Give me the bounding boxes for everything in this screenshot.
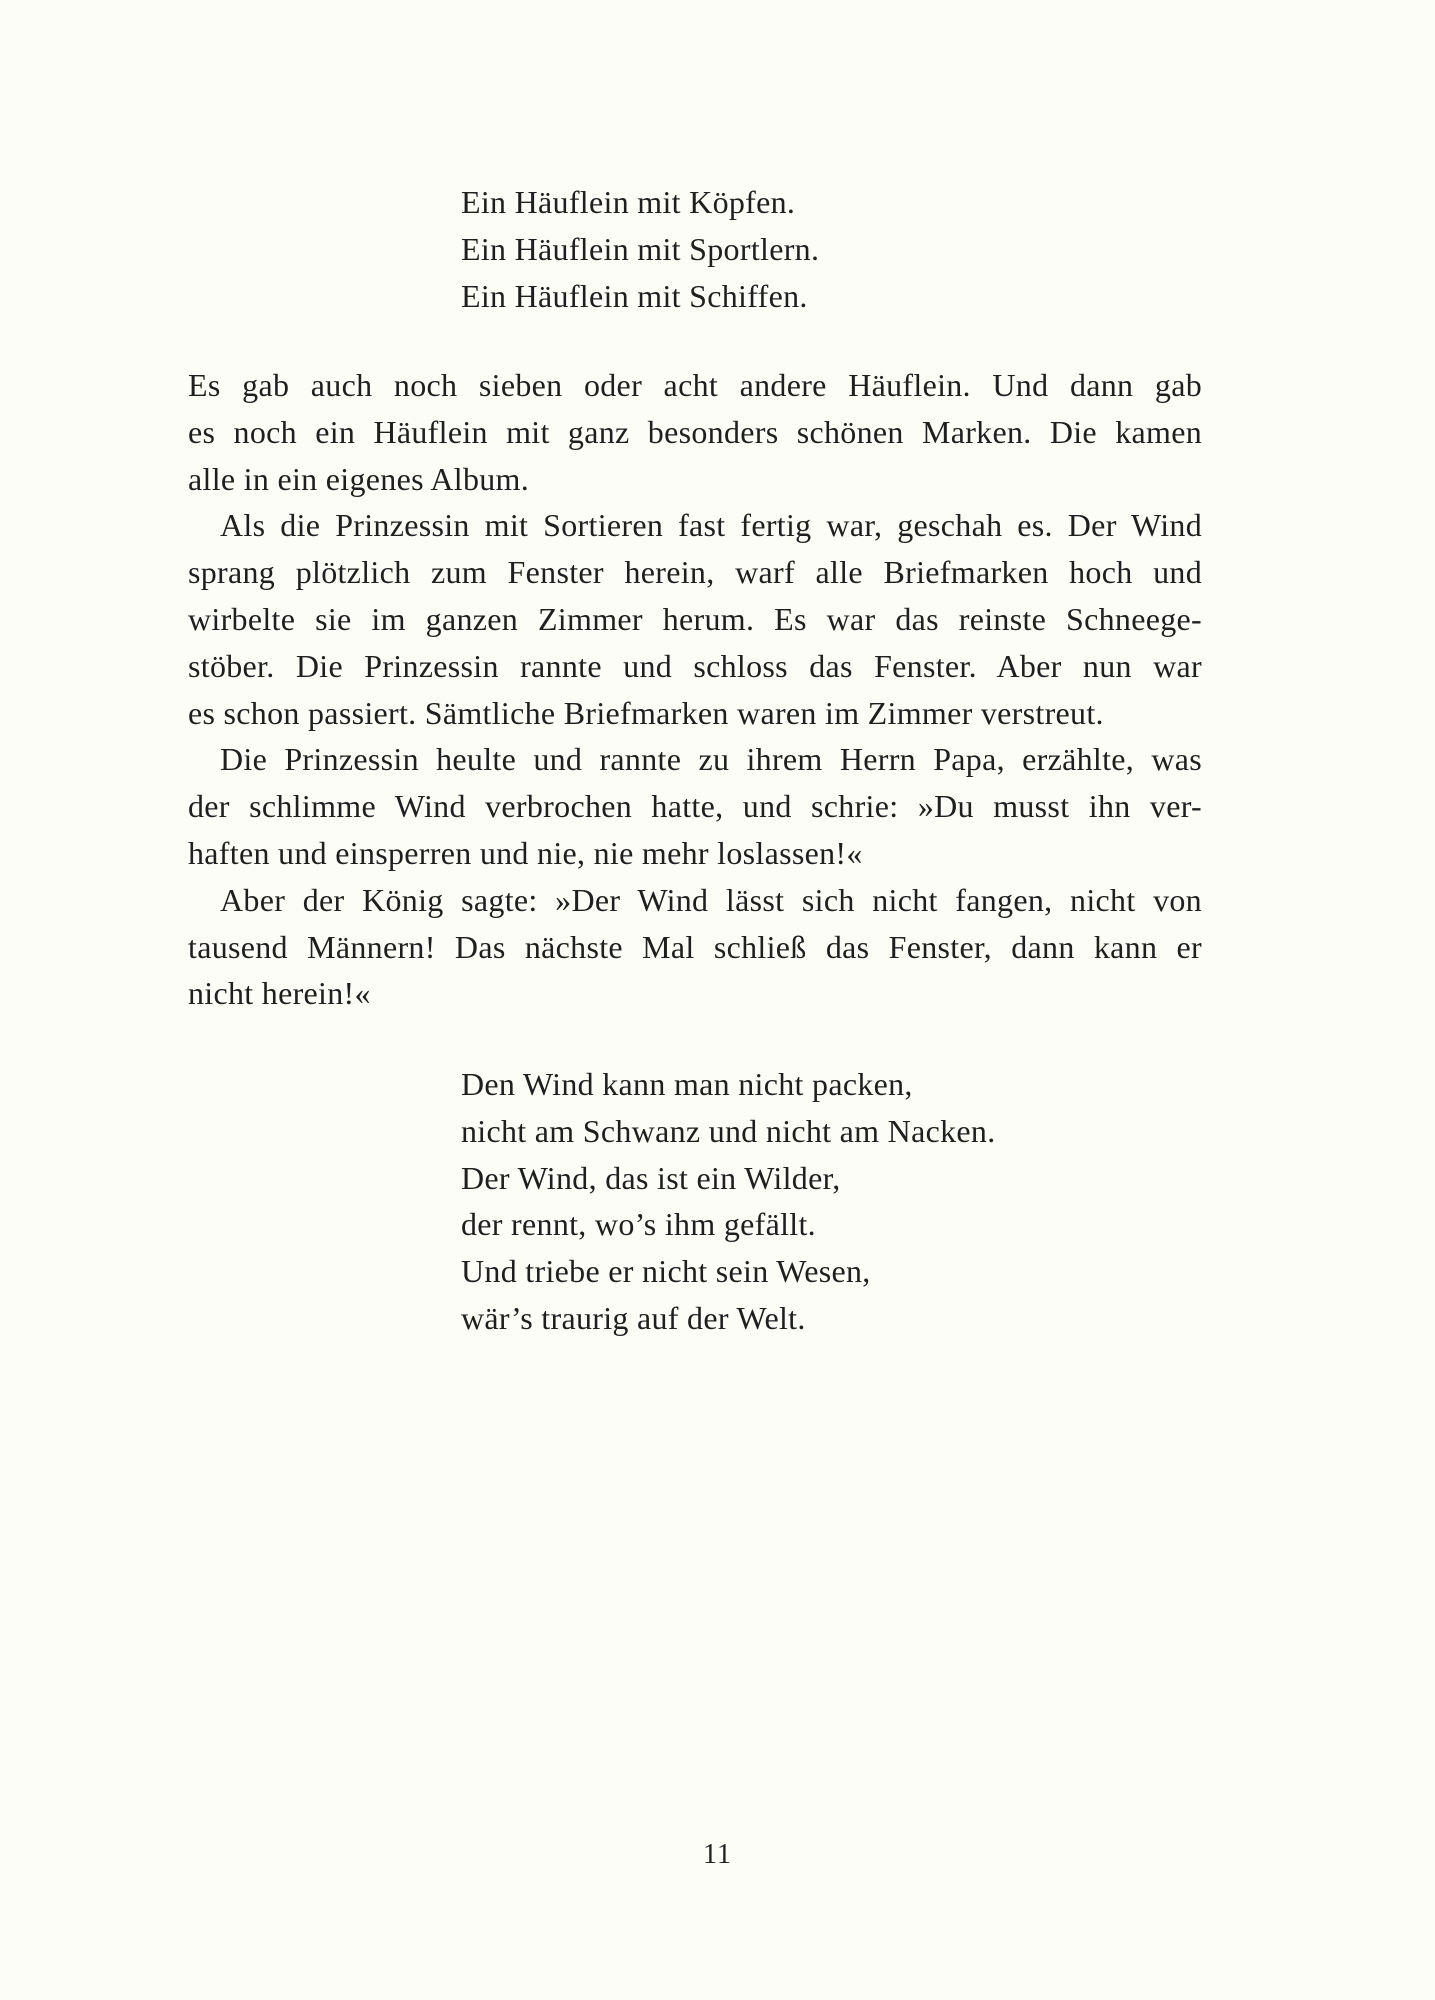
prose-line: Es gab auch noch sieben oder acht andere Häuflein. Und dann gab (188, 367, 1202, 403)
verse-line: wär’s traurig auf der Welt. (461, 1299, 806, 1336)
verse-line: Ein Häuflein mit Schiffen. (461, 277, 808, 314)
verse-line: Ein Häuflein mit Köpfen. (461, 184, 796, 220)
prose-line: es schon passiert. Sämtliche Briefmarken waren im Zimmer verstreut. (188, 694, 1104, 731)
prose-line: alle in ein eigenes Album. (188, 460, 530, 497)
verse-line: Den Wind kann man nicht packen, (461, 1066, 913, 1102)
prose-line: tausend Männern! Das nächste Mal schließ das Fenster, dann kann er (188, 928, 1202, 965)
page-number: 11 (703, 1839, 732, 1870)
prose-line: haften und einsperren und nie, nie mehr loslassen!« (188, 834, 863, 871)
prose-line: sprang plötzlich zum Fenster herein, warf alle Briefmarken hoch und (188, 554, 1202, 591)
prose-line: stöber. Die Prinzessin rannte und schloss das Fenster. Aber nun war (188, 647, 1202, 684)
prose-line: Aber der König sagte: »Der Wind lässt sich nicht fangen, nicht von (220, 881, 1202, 918)
prose-line: wirbelte sie im ganzen Zimmer herum. Es war das reinste Schneege- (188, 600, 1202, 637)
verse-line: nicht am Schwanz und nicht am Nacken. (461, 1112, 996, 1149)
verse-stanza-2 (461, 1061, 996, 1342)
prose-line: der schlimme Wind verbrochen hatte, und schrie: »Du musst ihn ver- (188, 788, 1202, 825)
prose-line: Als die Prinzessin mit Sortieren fast fertig war, geschah es. Der Wind (220, 507, 1202, 544)
verse-line: Der Wind, das ist ein Wilder, (461, 1159, 841, 1196)
verse-line: Ein Häuflein mit Sportlern. (461, 230, 820, 267)
prose-line: es noch ein Häuflein mit ganz besonders schönen Marken. Die kamen (188, 413, 1202, 450)
verse-line: der rennt, wo’s ihm gefällt. (461, 1206, 816, 1243)
prose-body (188, 362, 1202, 1017)
verse-line: Und triebe er nicht sein Wesen, (461, 1253, 871, 1290)
prose-line: Die Prinzessin heulte und rannte zu ihrem Herrn Papa, erzählte, was (220, 741, 1202, 778)
prose-line: nicht herein!« (188, 975, 371, 1012)
verse-stanza-1 (461, 179, 819, 319)
